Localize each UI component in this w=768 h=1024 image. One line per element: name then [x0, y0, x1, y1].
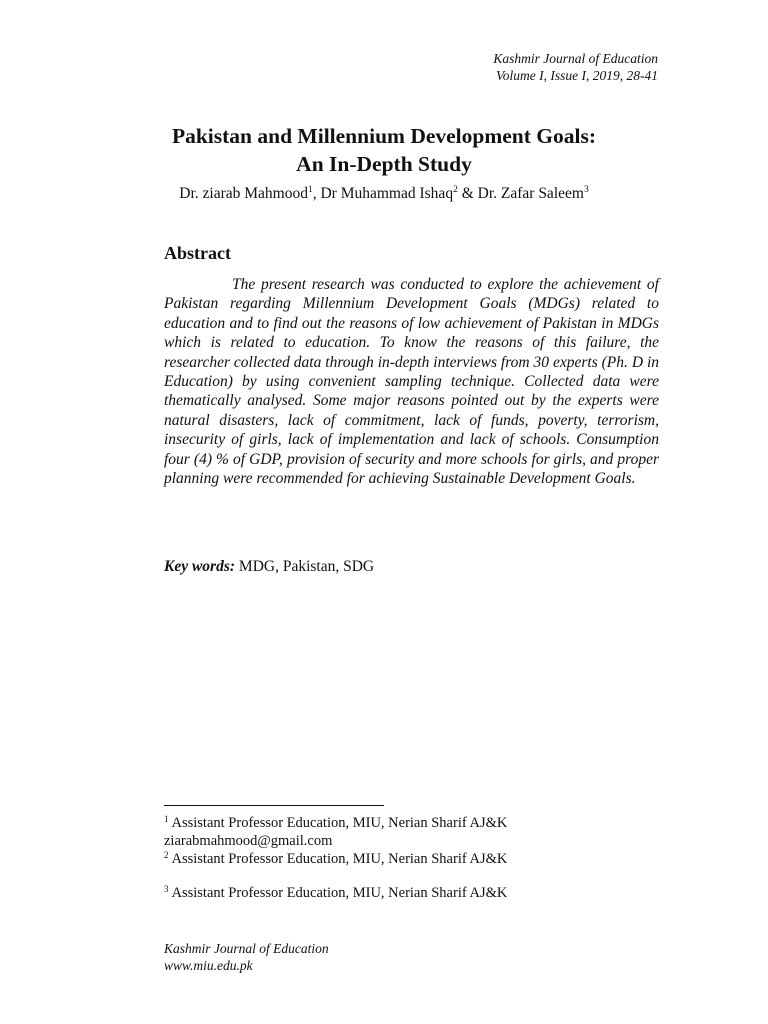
footnote — [164, 814, 664, 832]
footnote-number: 3 — [164, 884, 169, 894]
author-name: Dr. Zafar Saleem — [477, 185, 584, 202]
footnote-email: ziarabmahmood@gmail.com — [164, 833, 333, 849]
author-separator: , — [312, 185, 321, 202]
keywords-value: MDG, Pakistan, SDG — [238, 558, 375, 575]
author-affiliation-marker: 3 — [583, 185, 589, 195]
abstract-heading: Abstract — [164, 243, 231, 263]
keywords-label: Key words: — [164, 558, 236, 575]
footer-journal: Kashmir Journal of Education — [164, 941, 329, 956]
title-line-2: An In-Depth Study — [296, 152, 472, 176]
footnote — [164, 884, 664, 902]
footnote-text: Assistant Professor Education, MIU, Nerian Sharif AJ&K — [171, 815, 508, 831]
footer-url: www.miu.edu.pk — [164, 958, 253, 973]
author-name: Dr Muhammad Ishaq — [320, 185, 454, 202]
header-journal: Kashmir Journal of Education — [493, 51, 658, 66]
author-list — [0, 184, 768, 204]
footnote-number: 2 — [164, 850, 169, 860]
header-volume: Volume I, Issue I, 2019, 28-41 — [496, 68, 658, 83]
author-name: Dr. ziarab Mahmood — [179, 185, 308, 202]
keywords — [164, 558, 374, 576]
paper-title — [0, 122, 768, 178]
title-line-1: Pakistan and Millennium Development Goals: — [171, 124, 597, 148]
page-footer — [164, 940, 329, 974]
footnote — [164, 850, 664, 868]
footnote-number: 1 — [164, 814, 169, 824]
footnotes — [164, 814, 664, 902]
running-header — [493, 50, 658, 84]
abstract-body: The present research was conducted to explore the achievement of Pakistan regarding Millennium Development Goals (MDGs) related to education and to find out the reasons of low achievement of Pakistan in MDGs which is related to education. To know the reasons of this failure, the researcher collected data through in-depth interviews from 30 experts (Ph. D in Education) by using convenient sampling technique. Collected data were thematically analysed. Some major reasons pointed out by the experts were natural disasters, lack of commitment, lack of funds, poverty, terrorism, insecurity of girls, lack of implementation and lack of schools. Consumption four (4) % of GDP, provision of security and more schools for girls, and proper planning were recommended for achieving Sustainable Development Goals. — [164, 276, 659, 488]
footnote-text: Assistant Professor Education, MIU, Nerian Sharif AJ&K — [171, 885, 508, 901]
footnote-divider — [164, 805, 384, 806]
author-affiliation-marker: 2 — [453, 185, 458, 195]
author-affiliation-marker: 1 — [307, 185, 313, 195]
author-separator: & — [457, 185, 478, 202]
footnote-text: Assistant Professor Education, MIU, Nerian Sharif AJ&K — [171, 851, 508, 867]
